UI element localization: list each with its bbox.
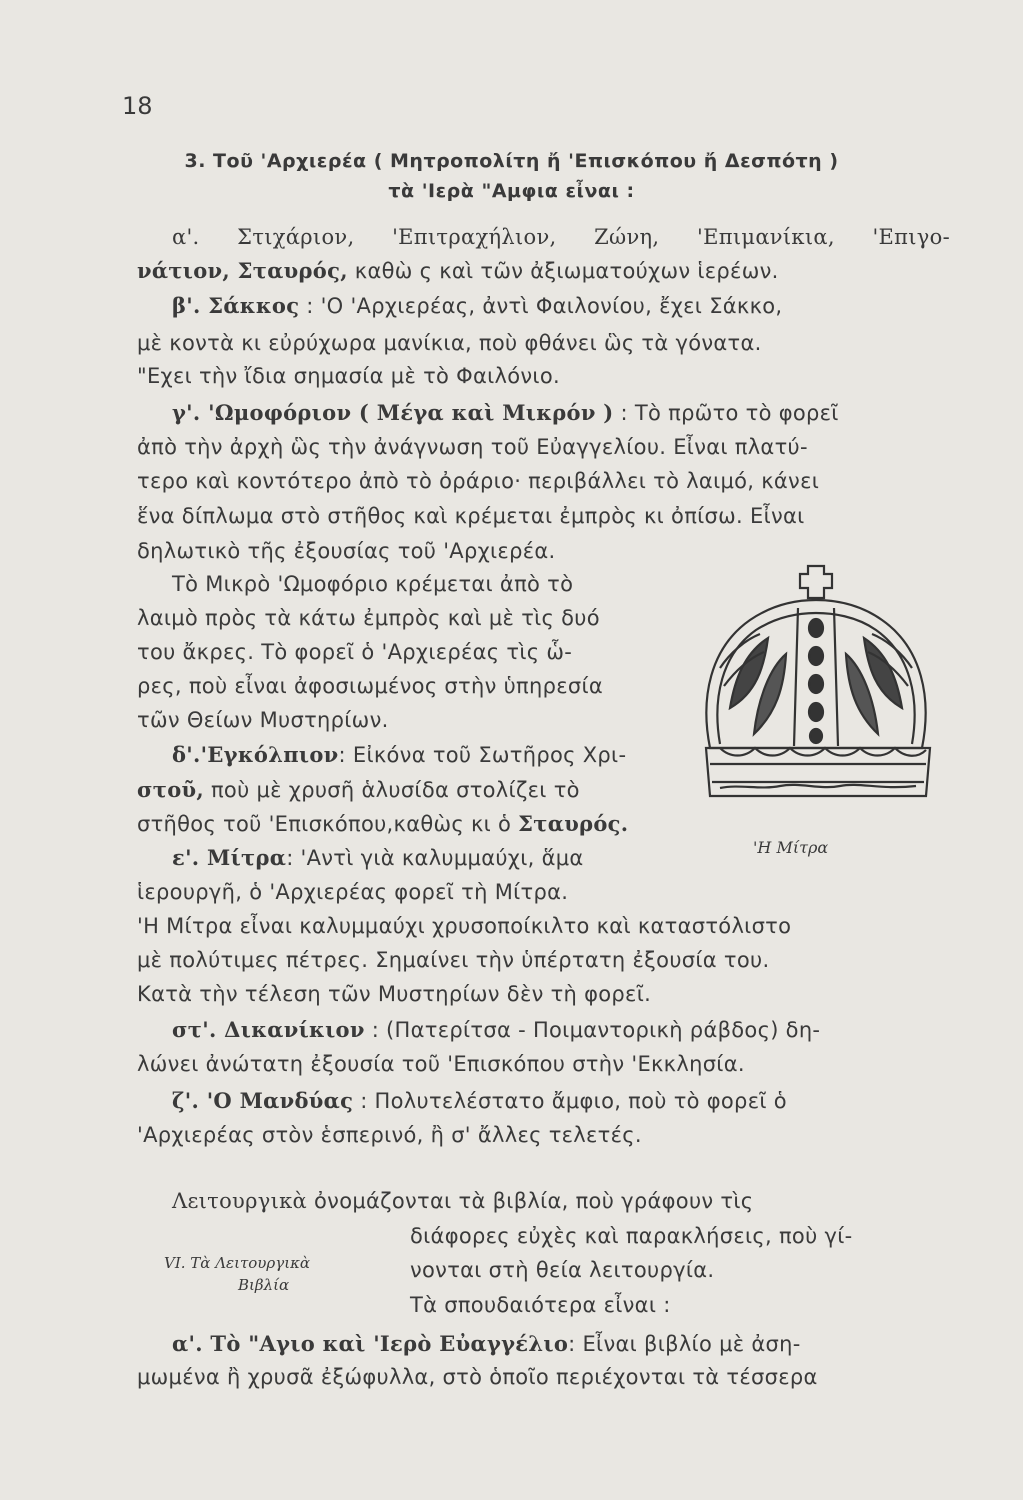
books-line-1	[172, 1188, 753, 1214]
item-c-text: : Τὸ πρῶτο τὸ φορεῖ	[613, 401, 839, 425]
item-c-line-4: ἕνα δίπλωμα στὸ στῆθος καὶ κρέμεται ἐμπρὸς κι ὀπίσω. Εἶναι	[137, 504, 805, 528]
books-item-a-line-1	[172, 1331, 801, 1357]
item-st-text: : (Πατερίτσα - Ποιμαντορικὴ ράβδος) δη-	[364, 1018, 821, 1042]
figure-caption: 'Η Μίτρα	[753, 838, 829, 857]
books-item-a-label: α'. Τὸ "Αγιο καὶ 'Ιερὸ Εὐαγγέλιο	[172, 1331, 569, 1356]
item-c-line-7: λαιμὸ πρὸς τὰ κάτω ἐμπρὸς καὶ μὲ τὶς δυό	[137, 606, 600, 630]
page-number: 18	[122, 92, 153, 120]
item-e-line-5: Κατὰ τὴν τέλεση τῶν Μυστηρίων δὲν τὴ φορεῖ.	[137, 982, 652, 1006]
item-e-label: ε'. Μίτρα	[172, 845, 287, 870]
item-b-label: β'. Σάκκος	[172, 293, 300, 318]
item-c-label: γ'. 'Ωμοφόριον ( Μέγα καὶ Μικρόν )	[172, 400, 614, 425]
item-d-text: : Εἰκόνα τοῦ Σωτῆρος Χρι-	[338, 743, 627, 767]
item-c-line-1	[172, 400, 839, 426]
item-d-line-3	[137, 811, 628, 837]
item-d-bold-3: Σταυρός.	[518, 811, 629, 836]
item-e-line-2: ἱερουργῆ, ὁ 'Αρχιερέας φορεῖ τὴ Μίτρα.	[137, 880, 569, 904]
item-c-line-8: του ἄκρες. Τὸ φορεῖ ὁ 'Αρχιερέας τὶς ὧ-	[137, 640, 573, 664]
item-e-line-3: 'Η Μίτρα εἶναι καλυμμαύχι χρυσοποίκιλτο καὶ καταστόλιστο	[137, 914, 792, 938]
margin-note-line-2: Βιβλία	[238, 1276, 290, 1294]
item-d-label: δ'.'Εγκόλπιον	[172, 742, 339, 767]
books-line-3: νονται στὴ θεία λειτουργία.	[410, 1258, 715, 1282]
item-st-line-1	[172, 1017, 820, 1043]
item-c-line-6: Τὸ Μικρὸ 'Ωμοφόριο κρέμεται ἀπὸ τὸ	[172, 572, 574, 596]
books-line-4: Τὰ σπουδαιότερα εἶναι :	[410, 1293, 671, 1317]
books-item-a-line-2: μωμένα ἢ χρυσᾶ ἐξώφυλλα, στὸ ὁποῖο περιέχονται τὰ τέσσερα	[137, 1365, 818, 1389]
item-b-line-2: μὲ κοντὰ κι εὐρύχωρα μανίκια, ποὺ φθάνει ὣς τὰ γόνατα.	[137, 331, 762, 355]
books-term: Λειτουργικὰ	[172, 1189, 308, 1213]
books-item-a-text: : Εἶναι βιβλίο μὲ ἀση-	[568, 1332, 801, 1356]
item-b-line-1	[172, 293, 782, 319]
item-a-line-1: α'. Στιχάριον, 'Επιτραχήλιον, Ζώνη, 'Επιμανίκια, 'Επιγο-	[172, 225, 950, 249]
item-c-line-5: δηλωτικὸ τῆς ἐξουσίας τοῦ 'Αρχιερέα.	[137, 539, 556, 563]
item-z-line-1	[172, 1088, 787, 1114]
item-d-text-2: ποὺ μὲ χρυσῆ ἁλυσίδα στολίζει τὸ	[204, 778, 580, 802]
mitre-illustration	[690, 558, 950, 818]
item-z-line-2: 'Αρχιερέας στὸν ἑσπερινό, ἢ σ' ἄλλες τελετές.	[137, 1123, 642, 1147]
item-st-label: στ'. Δικανίκιον	[172, 1017, 365, 1042]
section-heading-line-1: 3. Τοῦ 'Αρχιερέα ( Μητροπολίτη ἤ 'Επισκόπου ἤ Δεσπότη )	[184, 150, 839, 172]
item-z-label: ζ'. 'Ο Μανδύας	[172, 1088, 354, 1113]
item-c-line-3: τερο καὶ κοντότερο ἀπὸ τὸ ὀράριο· περιβάλλει τὸ λαιμό, κάνει	[137, 469, 820, 493]
item-a-text: καθὼ ς καὶ τῶν ἀξιωματούχων ἱερέων.	[347, 259, 779, 283]
item-c-line-2: ἀπὸ τὴν ἀρχὴ ὣς τὴν ἀνάγνωση τοῦ Εὐαγγελίου. Εἶναι πλατύ-	[137, 435, 808, 459]
margin-note-line-1: VI. Τὰ Λειτουργικὰ	[164, 1254, 311, 1272]
item-st-line-2: λώνει ἀνώτατη ἐξουσία τοῦ 'Επισκόπου στὴν 'Εκκλησία.	[137, 1052, 745, 1076]
item-b-text: : 'Ο 'Αρχιερέας, ἀντὶ Φαιλονίου, ἔχει Σάκκο,	[299, 294, 783, 318]
item-d-line-2	[137, 777, 580, 803]
item-d-line-1	[172, 742, 626, 768]
item-a-line-2	[137, 258, 779, 284]
item-e-line-1	[172, 845, 584, 871]
cross-icon	[800, 566, 832, 598]
books-line-1-text: ὀνομάζονται τὰ βιβλία, ποὺ γράφουν τὶς	[307, 1189, 754, 1213]
item-c-line-10: τῶν Θείων Μυστηρίων.	[137, 708, 389, 732]
item-z-text: : Πολυτελέστατο ἄμφιο, ποὺ τὸ φορεῖ ὁ	[353, 1089, 787, 1113]
section-heading-line-2: τὰ 'Ιερὰ "Αμφια εἶναι :	[388, 180, 635, 202]
item-d-bold-2: στοῦ,	[137, 777, 205, 802]
item-a-bold: νάτιον, Σταυρός,	[137, 258, 348, 283]
item-c-line-9: ρες, ποὺ εἶναι ἀφοσιωμένος στὴν ὑπηρεσία	[137, 674, 604, 698]
item-e-line-4: μὲ πολύτιμες πέτρες. Σημαίνει τὴν ὑπέρτατη ἐξουσία του.	[137, 948, 770, 972]
books-line-2: διάφορες εὐχὲς καὶ παρακλήσεις, ποὺ γί-	[410, 1224, 853, 1248]
item-b-line-3: "Εχει τὴν ἴδια σημασία μὲ τὸ Φαιλόνιο.	[137, 364, 560, 388]
item-d-text-3: στῆθος τοῦ 'Επισκόπου,καθὼς κι ὁ	[137, 812, 519, 836]
item-e-text: : 'Αντὶ γιὰ καλυμμαύχι, ἅμα	[286, 846, 584, 870]
